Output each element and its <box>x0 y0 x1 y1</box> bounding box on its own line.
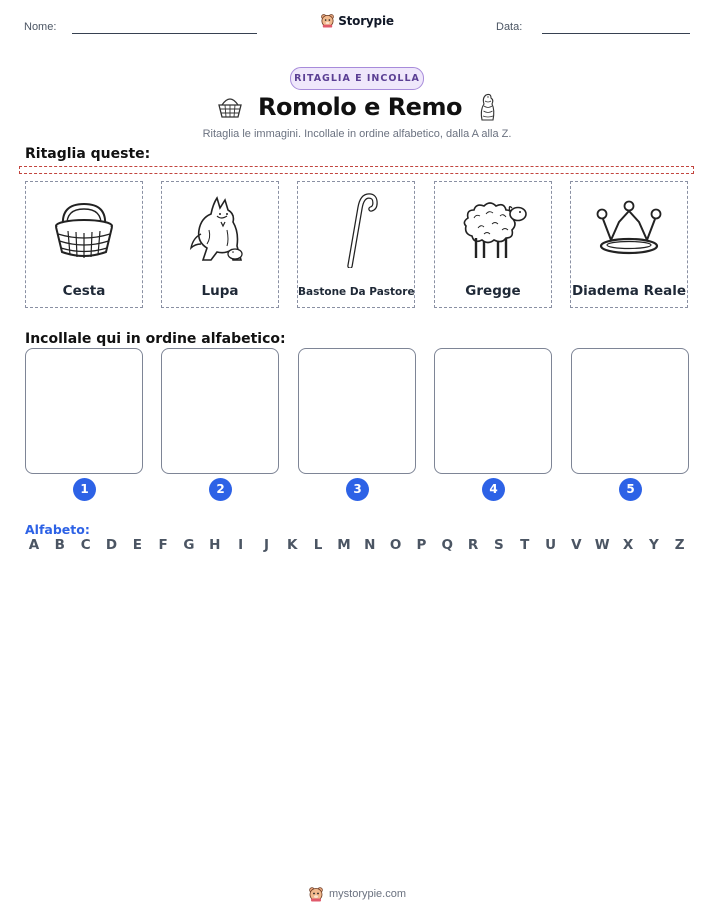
alphabet-letter: R <box>467 537 479 553</box>
alphabet-letter: I <box>238 537 244 553</box>
number-badge-4: 4 <box>482 478 505 501</box>
alphabet-letter: J <box>263 537 269 553</box>
shepherd-staff-icon <box>331 192 381 268</box>
footer <box>0 886 714 902</box>
cut-card[interactable] <box>161 181 279 308</box>
name-label: Nome: <box>24 21 57 33</box>
she-wolf-statue-icon <box>476 92 498 122</box>
alphabet-letter: X <box>622 537 634 553</box>
crown-icon <box>595 200 663 260</box>
paste-box-1[interactable] <box>25 348 143 474</box>
alphabet-letter: Q <box>441 537 453 553</box>
alphabet-row <box>25 537 689 553</box>
alphabet-letter: A <box>28 537 40 553</box>
alphabet-letter: D <box>105 537 118 553</box>
bear-mascot-icon <box>320 13 335 28</box>
number-badge-3: 3 <box>346 478 369 501</box>
cut-card[interactable] <box>297 181 415 308</box>
number-badge-2: 2 <box>209 478 232 501</box>
alphabet-letter: B <box>54 537 65 553</box>
paste-box-3[interactable] <box>298 348 416 474</box>
paste-section-heading: Incollale qui in ordine alfabetico: <box>25 331 286 347</box>
paste-box-2[interactable] <box>161 348 279 474</box>
alphabet-letter: Z <box>674 537 685 553</box>
cut-card[interactable] <box>434 181 552 308</box>
alphabet-heading: Alfabeto: <box>25 522 90 537</box>
alphabet-letter: F <box>158 537 168 553</box>
alphabet-letter: G <box>183 537 195 553</box>
paste-box-5[interactable] <box>571 348 689 474</box>
brand-logo <box>0 13 714 28</box>
alphabet-letter: N <box>364 537 376 553</box>
alphabet-letter: Y <box>648 537 659 553</box>
brand-name: Storypie <box>338 13 394 28</box>
alphabet-letter: W <box>594 537 610 553</box>
title-row <box>0 92 714 122</box>
bear-mascot-icon <box>308 886 324 902</box>
number-badge-1: 1 <box>73 478 96 501</box>
activity-badge: RITAGLIA E INCOLLA <box>290 67 424 90</box>
cut-card-label: Lupa <box>201 283 239 299</box>
alphabet-letter: H <box>209 537 221 553</box>
sheep-icon <box>458 198 528 262</box>
cut-section-heading: Ritaglia queste: <box>25 146 151 162</box>
cut-card-label: Cesta <box>62 283 106 299</box>
footer-site: mystorypie.com <box>328 888 407 900</box>
alphabet-letter: T <box>520 537 530 553</box>
alphabet-letter: U <box>545 537 557 553</box>
cut-card[interactable] <box>570 181 688 308</box>
alphabet-letter: M <box>337 537 351 553</box>
paste-box-4[interactable] <box>434 348 552 474</box>
cut-line <box>19 166 694 174</box>
date-label: Data: <box>496 21 523 33</box>
wolf-icon <box>187 194 253 266</box>
cut-card[interactable] <box>25 181 143 308</box>
date-line[interactable] <box>542 33 690 34</box>
alphabet-letter: C <box>80 537 91 553</box>
alphabet-letter: V <box>571 537 582 553</box>
alphabet-letter: S <box>494 537 504 553</box>
page-title: Romolo e Remo <box>258 93 462 121</box>
cut-card-label: Diadema Reale <box>571 283 687 299</box>
basket-icon <box>216 95 244 119</box>
number-badge-5: 5 <box>619 478 642 501</box>
name-line[interactable] <box>72 33 257 34</box>
instructions: Ritaglia le immagini. Incollale in ordine alfabetico, dalla A alla Z. <box>202 128 512 140</box>
cut-card-label: Bastone Da Pastore <box>298 286 415 298</box>
basket-icon <box>51 200 117 260</box>
cut-card-label: Gregge <box>465 283 521 299</box>
alphabet-letter: P <box>416 537 427 553</box>
alphabet-letter: K <box>287 537 298 553</box>
alphabet-letter: O <box>389 537 402 553</box>
alphabet-letter: E <box>132 537 142 553</box>
alphabet-letter: L <box>313 537 323 553</box>
